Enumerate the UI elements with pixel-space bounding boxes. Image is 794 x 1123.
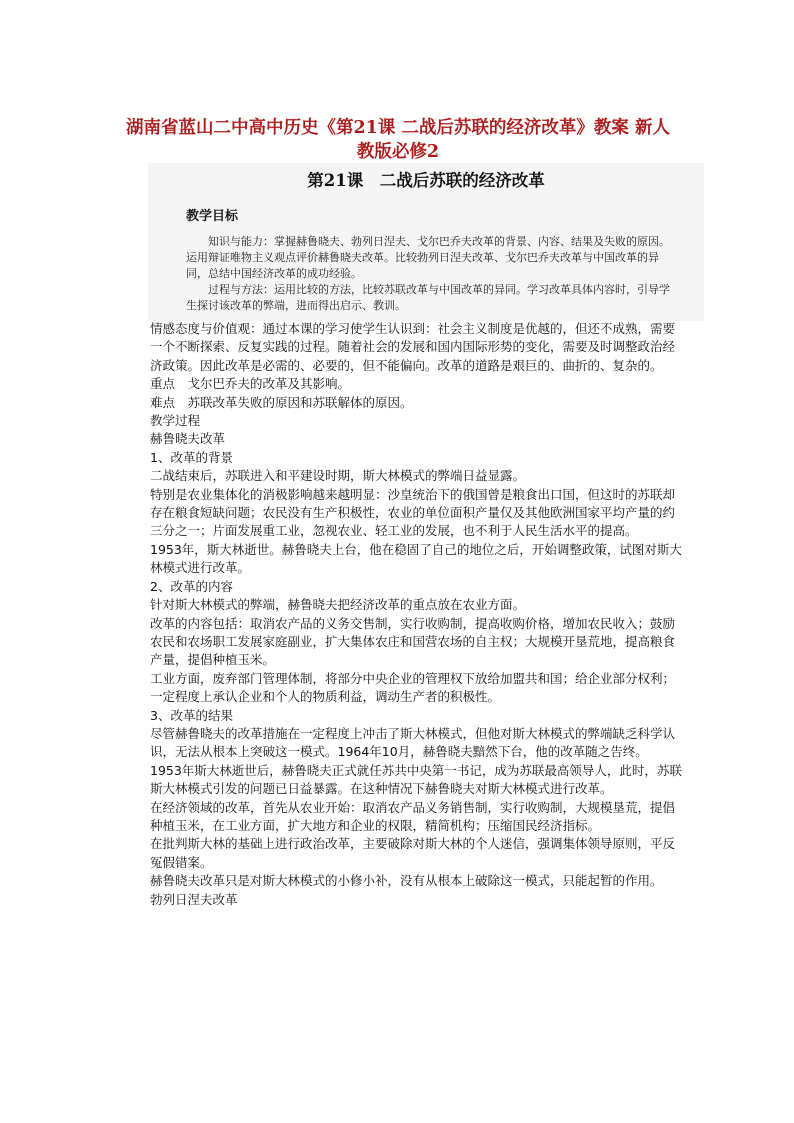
paragraph: 赫鲁晓夫改革只是对斯大林模式的小修小补，没有从根本上破除这一模式，只能起暂的作用。 xyxy=(150,873,663,889)
document-title: 湖南省蓝山二中高中历史《第21课 二战后苏联的经济改革》教案 新人教版必修2 xyxy=(125,118,671,162)
subheading-content: 2、改革的内容 xyxy=(150,578,233,594)
paragraph: 工业方面，废弃部门管理体制，将部分中央企业的管理权下放给加盟共和国；给企业部分权利；一定程度上承认企业和个人的物质利益，调动生产者的积极性。 xyxy=(150,670,676,705)
key-point: 重点 戈尔巴乔夫的改革及其影响。 xyxy=(150,376,351,392)
lesson-content xyxy=(150,320,685,909)
objective-knowledge: 知识与能力：掌握赫鲁晓夫、勃列日涅夫、戈尔巴乔夫改革的背景、内容、结果及失败的原因。运用辩证唯物主义观点评价赫鲁晓夫改革。比较勃列日涅夫改革、戈尔巴乔夫改革与中国改革的异同，总结中国经济改革的成功经验。 xyxy=(186,235,670,280)
paragraph: 二战结束后，苏联进入和平建设时期，斯大林模式的弊端日益显露。 xyxy=(150,468,526,484)
paragraph: 1953年斯大林逝世后，赫鲁晓夫正式就任苏共中央第一书记，成为苏联最高领导人，此时，苏联斯大林模式引发的问题已日益暴露。在这种情况下赫鲁晓夫对斯大林模式进行改革。 xyxy=(150,762,682,797)
subheading-background: 1、改革的背景 xyxy=(150,449,233,465)
paragraph-attitude: 情感态度与价值观：通过本课的学习使学生认识到：社会主义制度是优越的，但还不成熟，需要一个不断探索、反复实践的过程。随着社会的发展和国内国际形势的变化，需要及时调整政治经济政策。因此改革是必需的、必要的，但不能偏向。改革的道路是艰巨的、曲折的、复杂的。 xyxy=(150,321,676,373)
section-heading-brezhnev: 勃列日涅夫改革 xyxy=(150,891,238,907)
paragraph: 在经济领域的改革，首先从农业开始：取消农产品义务销售制，实行收购制，大规模垦荒，提倡种植玉米，在工业方面，扩大地方和企业的权限，精简机构；压缩国民经济指标。 xyxy=(150,799,676,833)
subheading-result: 3、改革的结果 xyxy=(150,707,233,723)
paragraph: 改革的内容包括：取消农产品的义务交售制，实行收购制，提高收购价格，增加农民收入；鼓励农民和农场职工发展家庭副业，扩大集体农庄和国营农场的自主权；大规模开垦荒地，提高粮食产量，提倡种植玉米。 xyxy=(150,615,676,668)
paragraph: 针对斯大林模式的弊端，赫鲁晓夫把经济改革的重点放在农业方面。 xyxy=(150,597,526,613)
section-heading-process: 教学过程 xyxy=(150,413,201,429)
paragraph: 在批判斯大林的基础上进行政治改革，主要破除对斯大林的个人迷信，强调集体领导原则，平反冤假错案。 xyxy=(150,836,676,870)
paragraph: 尽管赫鲁晓夫的改革措施在一定程度上冲击了斯大林模式，但他对斯大林模式的弊端缺乏科学认识，无法从根本上突破这一模式。1964年10月，赫鲁晓夫黯然下台，他的改革随之告终。 xyxy=(150,725,676,760)
objectives-body xyxy=(186,234,676,314)
difficult-point: 难点 苏联改革失败的原因和苏联解体的原因。 xyxy=(150,394,413,410)
section-heading-khrushchev: 赫鲁晓夫改革 xyxy=(150,431,226,447)
paragraph: 特别是农业集体化的消极影响越来越明显：沙皇统治下的俄国曾是粮食出口国，但这时的苏联却存在粮食短缺问题；农民没有生产积极性，农业的单位面积产量仅及其他欧洲国家平均产量的约三分之一；片面发展重工业，忽视农业、轻工业的发展，也不利于人民生活水平的提高。 xyxy=(150,486,676,539)
objectives-heading: 教学目标 xyxy=(186,209,239,224)
lesson-title: 第21课 二战后苏联的经济改革 xyxy=(307,171,545,190)
paragraph: 1953年，斯大林逝世。赫鲁晓夫上台，他在稳固了自己的地位之后，开始调整政策，试图对斯大林模式进行改革。 xyxy=(150,541,682,576)
textbook-scan-excerpt xyxy=(148,163,704,321)
objective-process: 过程与方法：运用比较的方法，比较苏联改革与中国改革的异同。学习改革具体内容时，引导学生探讨该改革的弊端，进而得出启示、教训。 xyxy=(186,283,670,312)
